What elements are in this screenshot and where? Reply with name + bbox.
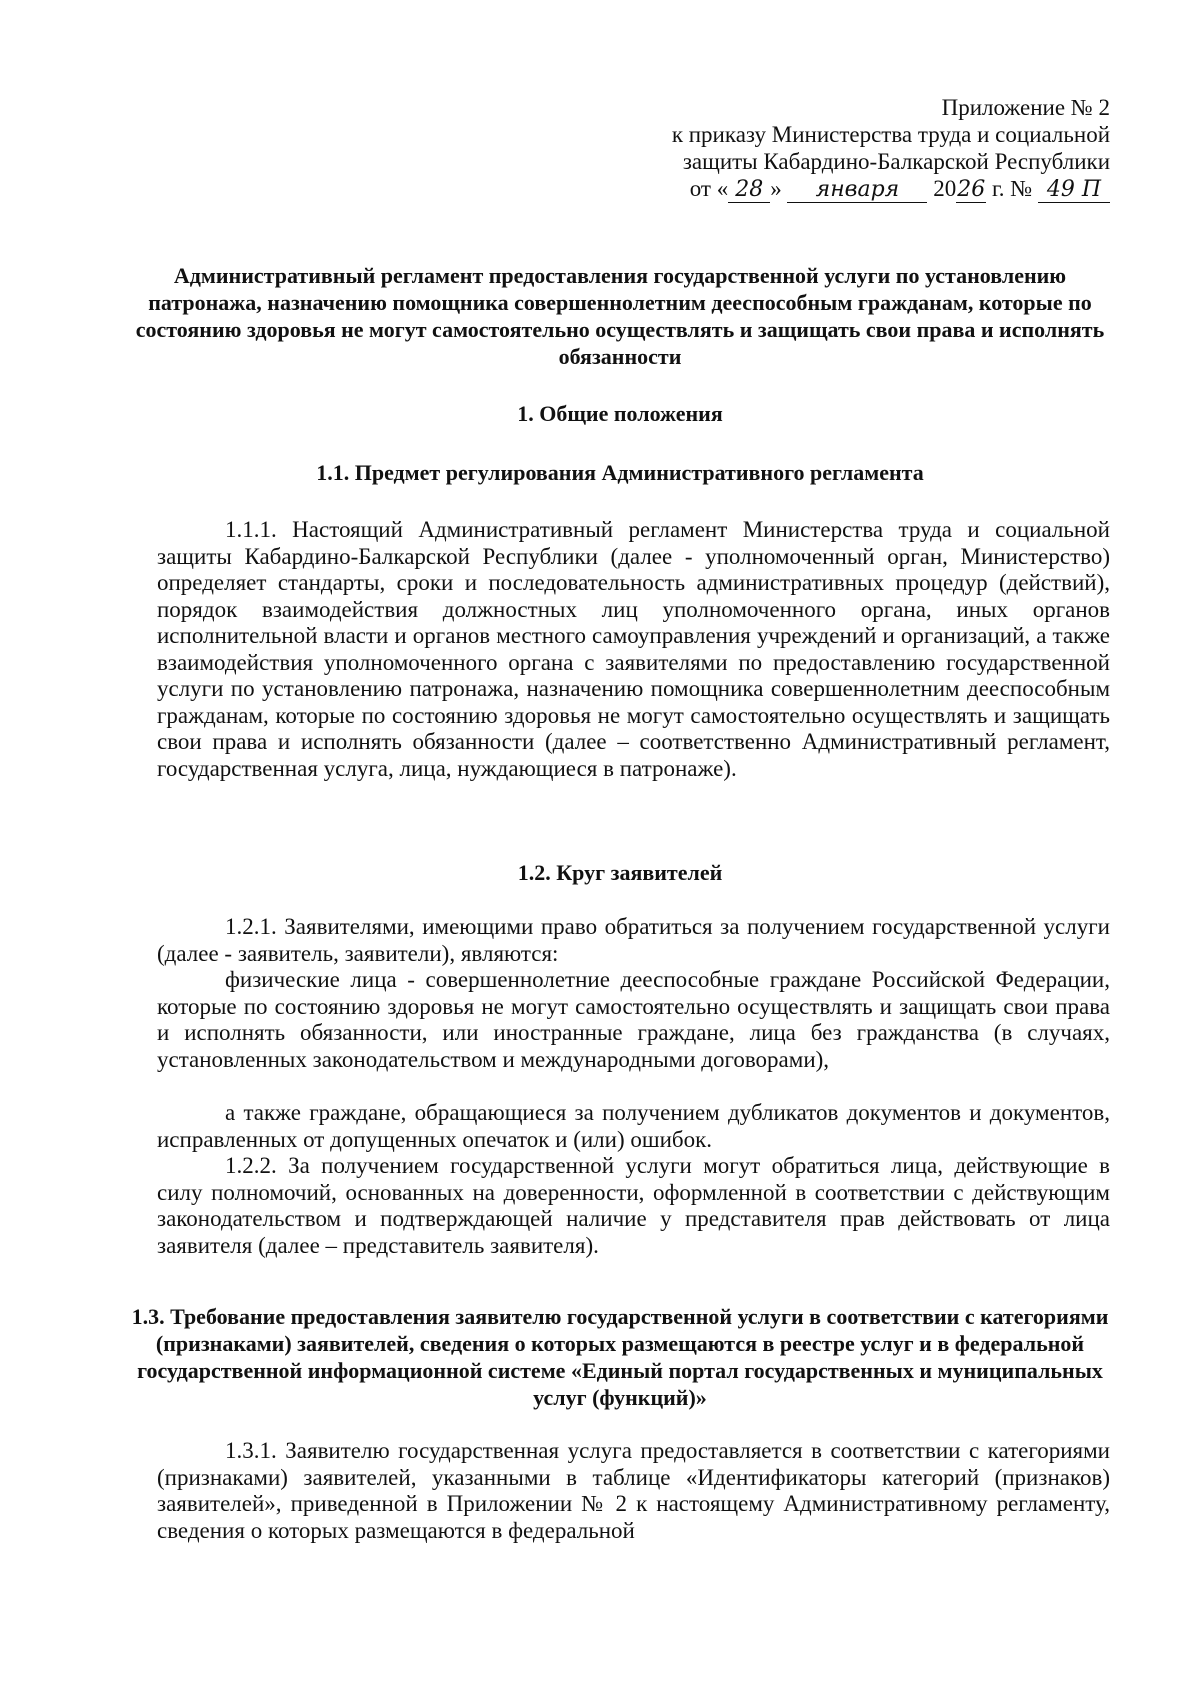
appendix-date-line [600, 175, 1110, 203]
paragraph-1-2-2: 1.2.2. За получением государственной услуги могут обратиться лица, действующие в силу полномочий, основанных на доверенности, оформленной в соответствии с действующим законодательством и подтверждающей наличие у представителя прав действовать от лица заявителя (далее – представитель заявителя). [157, 1153, 1110, 1258]
paragraph-1-2-1: 1.2.1. Заявителями, имеющими право обратиться за получением государственной услуги (далее - заявитель, заявители), являются: [157, 914, 1110, 966]
paragraph-1-2-1-a: физические лица - совершеннолетние дееспособные граждане Российской Федерации, которые по состоянию здоровья не могут самостоятельно осуществлять и защищать свои права и исполнять обязанности, или иностранные граждане, лица без гражданства (в случаях, установленных законодательством и международными договорами), [157, 967, 1110, 1072]
number-label: г. № [991, 176, 1033, 201]
handwritten-number: 49 П [1038, 178, 1110, 203]
section-1-3-heading: 1.3. Требование предоставления заявителю государственной услуги в соответствии с категориями (признаками) заявителей, сведения о которых размещаются в реестре услуг и в федеральной государственной информационной системе «Единый портал государственных и муниципальных услуг (функций)» [131, 1304, 1109, 1410]
document-title: Административный регламент предоставления государственной услуги по установлению патронажа, назначению помощника совершеннолетним дееспособным гражданам, которые по состоянию здоровья не могут самостоятельно осуществлять и защищать свои права и исполнять обязанности [135, 263, 1105, 369]
paragraph-1-3-1: 1.3.1. Заявителю государственная услуга предоставляется в соответствии с категориями (признаками) заявителей, указанными в таблице «Идентификаторы категорий (признаков) заявителей», приведенной в Приложении № 2 к настоящему Административному регламенту, сведения о которых размещаются в федеральной [157, 1438, 1110, 1543]
appendix-line-3: защиты Кабардино-Балкарской Республики [682, 149, 1110, 174]
paragraph-1-2-1-b: а также граждане, обращающиеся за получением дубликатов документов и документов, исправленных от допущенных опечаток и (или) ошибок. [157, 1100, 1110, 1152]
year-prefix: 20 [933, 176, 957, 201]
date-prefix: от « [689, 176, 729, 201]
handwritten-day: 28 [728, 178, 770, 203]
handwritten-year: 26 [957, 177, 986, 202]
section-1-2-heading: 1.2. Круг заявителей [517, 860, 723, 885]
appendix-line-2: к приказу Министерства труда и социальной [671, 122, 1110, 147]
date-mid: » [770, 176, 782, 201]
section-1-heading: 1. Общие положения [517, 401, 723, 426]
section-1-1-heading: 1.1. Предмет регулирования Административного регламента [316, 460, 924, 485]
appendix-block [600, 94, 1110, 203]
handwritten-month: января [787, 178, 927, 203]
paragraph-1-1-1: 1.1.1. Настоящий Административный регламент Министерства труда и социальной защиты Кабардино-Балкарской Республики (далее - уполномоченный орган, Министерство) определяет стандарты, сроки и последовательность административных процедур (действий), порядок взаимодействия должностных лиц уполномоченного органа, иных органов исполнительной власти и органов местного самоуправления учреждений и организаций, а также взаимодействия уполномоченного органа с заявителями по предоставлению государственной услуги по установлению патронажа, назначению помощника совершеннолетним дееспособным гражданам, которые по состоянию здоровья не могут самостоятельно осуществлять и защищать свои права и исполнять обязанности (далее – соответственно Административный регламент, государственная услуга, лица, нуждающиеся в патронаже). [157, 517, 1110, 781]
appendix-line-1: Приложение № 2 [941, 95, 1110, 120]
